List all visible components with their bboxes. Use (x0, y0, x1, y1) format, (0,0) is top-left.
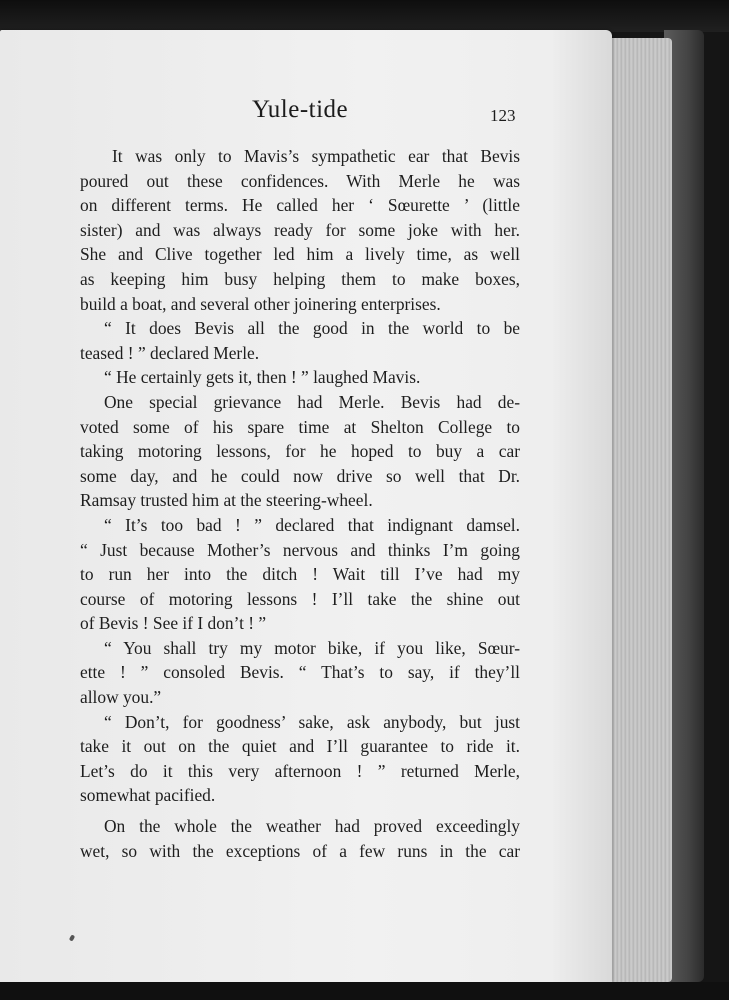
text-line: take it out on the quiet and I’ll guarantee to ride it. (80, 736, 520, 757)
background-top (0, 0, 729, 32)
page-number: 123 (490, 106, 516, 125)
page-block-edges (606, 38, 672, 982)
text-line: of Bevis ! See if I don’t ! ” (80, 613, 267, 634)
page-body (80, 144, 520, 863)
page-header (0, 96, 612, 136)
text-line: to run her into the ditch ! Wait till I’ve had my (80, 564, 520, 585)
text-line: “ He certainly gets it, then ! ” laughed Mavis. (104, 367, 421, 388)
background-bottom (0, 982, 729, 1000)
text-line: “ It does Bevis all the good in the world to be (104, 318, 520, 339)
text-line: poured out these confidences. With Merle he was (80, 170, 520, 191)
text-line: somewhat pacified. (80, 785, 216, 806)
text-line: Ramsay trusted him at the steering-wheel. (80, 490, 373, 511)
text-line: Let’s do it this very afternoon ! ” returned Merle, (80, 760, 520, 781)
text-line: on different terms. He called her ‘ Sœurette ’ (little (80, 195, 520, 216)
text-line: ette ! ” consoled Bevis. “ That’s to say, if they’ll (80, 662, 520, 683)
text-line: wet, so with the exceptions of a few runs in the car (80, 840, 520, 861)
text-line: some day, and he could now drive so well that Dr. (80, 465, 520, 486)
text-line: as keeping him busy helping them to make boxes, (80, 268, 520, 289)
text-line: allow you.” (80, 687, 162, 708)
running-head: Yule-tide (252, 96, 349, 123)
text-line: She and Clive together led him a lively time, as well (80, 244, 520, 265)
text-line: course of motoring lessons ! I’ll take the shine out (80, 588, 520, 609)
text-line: “ Don’t, for goodness’ sake, ask anybody, but just (104, 711, 520, 732)
text-line: It was only to Mavis’s sympathetic ear that Bevis (112, 146, 520, 166)
text-line: “ It’s too bad ! ” declared that indignant damsel. (104, 514, 520, 535)
text-line: sister) and was always ready for some joke with her. (80, 219, 520, 240)
text-line: teased ! ” declared Merle. (80, 342, 260, 363)
text-line: “ Just because Mother’s nervous and thinks I’m going (80, 539, 520, 560)
text-line: On the whole the weather had proved exceedingly (104, 816, 520, 837)
text-line: build a boat, and several other joinering enterprises. (80, 293, 441, 314)
text-line: taking motoring lessons, for he hoped to buy a car (80, 441, 520, 462)
text-line: “ You shall try my motor bike, if you like, Sœur- (104, 637, 520, 658)
text-line: voted some of his spare time at Shelton College to (80, 416, 520, 437)
text-line: One special grievance had Merle. Bevis had de- (104, 391, 520, 412)
